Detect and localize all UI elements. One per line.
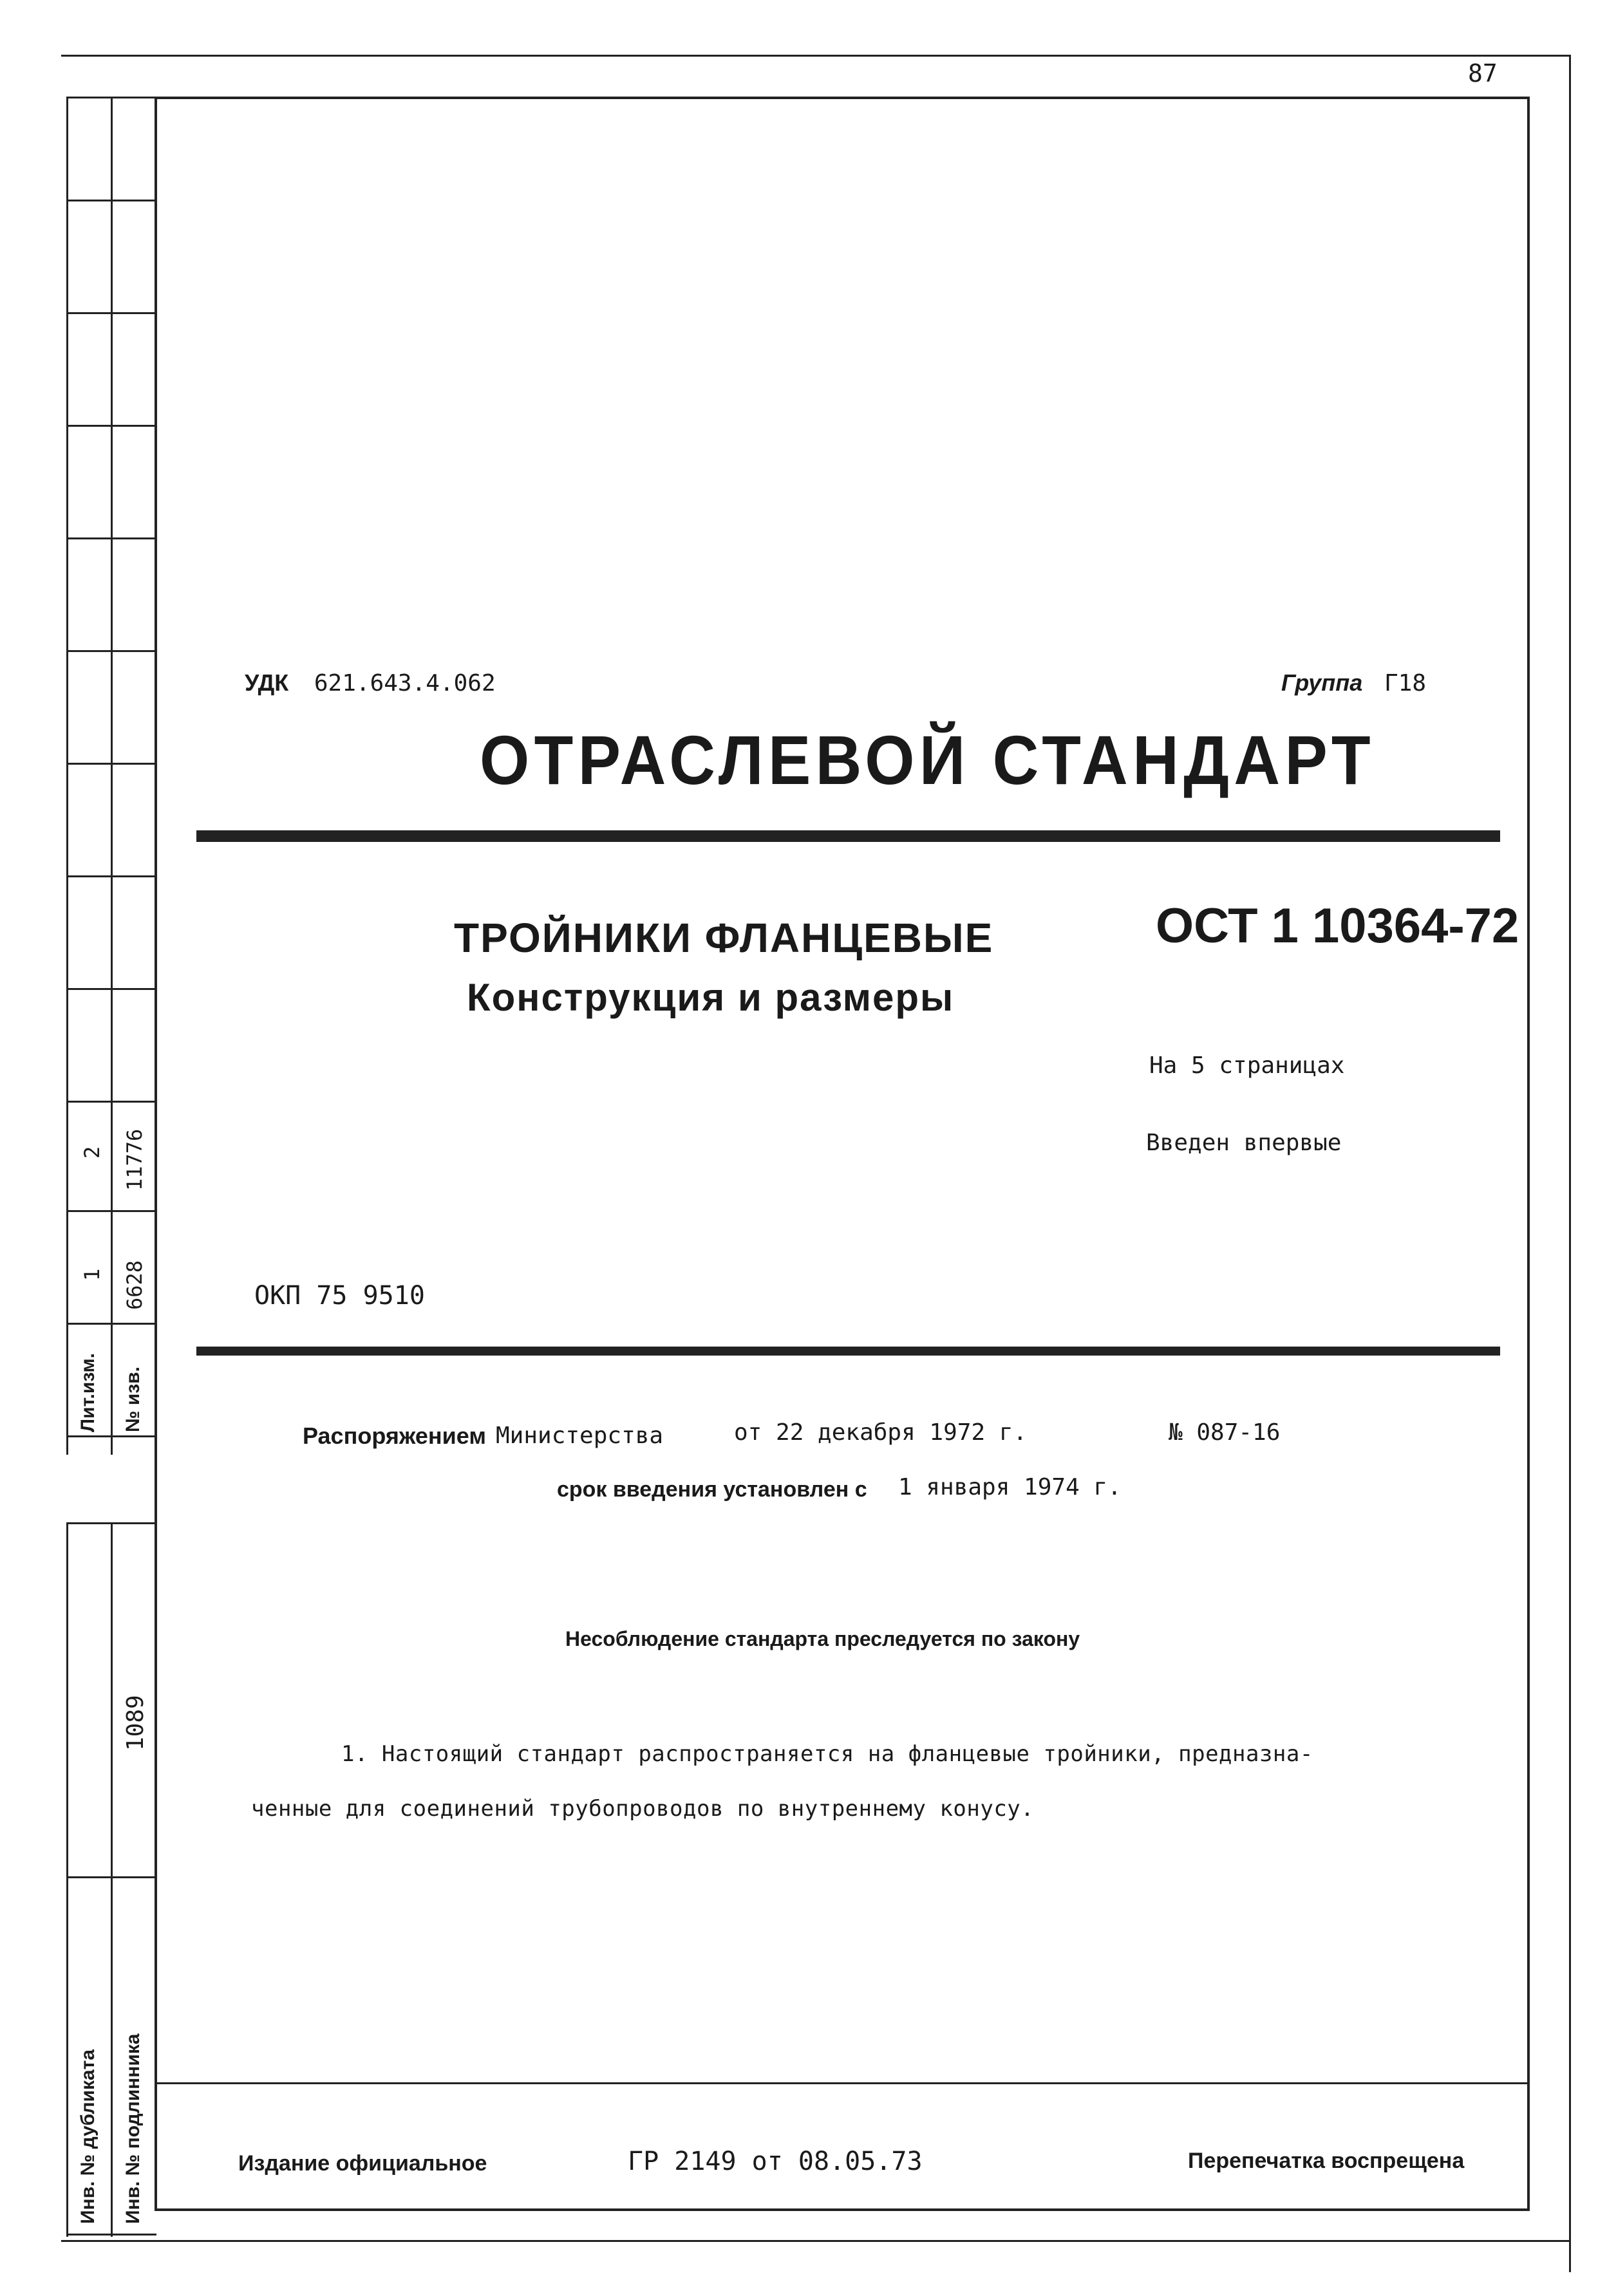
inner-frame-left [155,97,157,2211]
stamp-row [66,1101,156,1103]
notice-2: 11776 [122,1128,147,1191]
outer-frame-bottom [61,2240,1571,2242]
decree-number: № 087-16 [1169,1419,1281,1446]
stamp-row [66,650,156,652]
group-value: Г18 [1384,670,1426,696]
document-title: ОТРАСЛЕВОЙ СТАНДАРТ [480,721,1375,799]
decree-ministry: Министерства [496,1423,664,1449]
term-label: срок введения установлен с [557,1477,867,1502]
edition-note: Издание официальное [238,2151,487,2176]
okp-code: ОКП 75 9510 [254,1281,425,1311]
stamp-col-left-lower [66,1522,68,2237]
notice-1: 6628 [122,1260,147,1310]
stamp-row [66,1435,156,1437]
page-count: На 5 страницах [1149,1052,1345,1079]
standard-number: ОСТ 1 10364-72 [1156,899,1519,953]
udk-line [245,669,496,696]
notice-col-label: № изв. [122,1367,144,1432]
body-rule [196,1347,1500,1356]
change-2: 2 [80,1146,104,1159]
outer-frame-right [1569,55,1571,2272]
product-subtitle: Конструкция и размеры [467,976,955,1019]
stamp-col-mid [111,97,113,1455]
stamp-row [66,988,156,990]
decree-date: от 22 декабря 1972 г. [734,1419,1028,1446]
introduced-note: Введен впервые [1146,1130,1342,1156]
stamp-row [66,875,156,877]
stamp-row [66,1210,156,1212]
stamp-row [66,200,156,201]
stamp-row [66,1323,156,1325]
stamp-row [66,1876,156,1878]
outer-frame-top [61,55,1571,57]
footer-divider [155,2082,1529,2084]
udk-label: УДК [245,669,289,696]
inner-frame-right [1527,97,1530,2211]
reprint-notice: Перепечатка воспрещена [1188,2149,1465,2173]
stamp-row [66,2234,156,2235]
decree-label: Распоряжением [303,1423,486,1449]
stamp-col-left [66,97,68,1455]
stamp-row [66,312,156,314]
stamp-row [66,425,156,427]
body-paragraph-line-1: 1. Настоящий стандарт распространяется на фланцевые тройники, предназна- [341,1741,1313,1767]
group-line [1281,669,1426,696]
group-label: Группа [1281,669,1363,696]
change-col-label: Лит.изм. [77,1352,99,1432]
duplicate-inventory-label: Инв. № дубликата [77,2049,99,2224]
product-title: ТРОЙНИКИ ФЛАНЦЕВЫЕ [454,915,994,961]
stamp-col-mid-lower [111,1522,113,2237]
stamp-row [66,1522,156,1524]
original-inventory-label: Инв. № подлинника [122,2033,144,2224]
inner-frame-top [155,97,1529,99]
original-inventory-number: 1089 [122,1695,149,1751]
page-number: 87 [1468,59,1498,88]
title-rule [196,830,1500,842]
term-value: 1 января 1974 г. [898,1474,1122,1500]
registration-number: ГР 2149 от 08.05.73 [628,2147,923,2176]
change-1: 1 [80,1268,104,1281]
legal-warning: Несоблюдение стандарта преследуется по закону [565,1627,1080,1650]
body-paragraph-line-2: ченные для соединений трубопроводов по внутреннему конусу. [251,1796,1035,1822]
udk-value: 621.643.4.062 [314,670,496,696]
stamp-row [66,537,156,539]
stamp-row [66,97,156,98]
inner-frame-bottom [155,2208,1529,2211]
stamp-row [66,763,156,765]
